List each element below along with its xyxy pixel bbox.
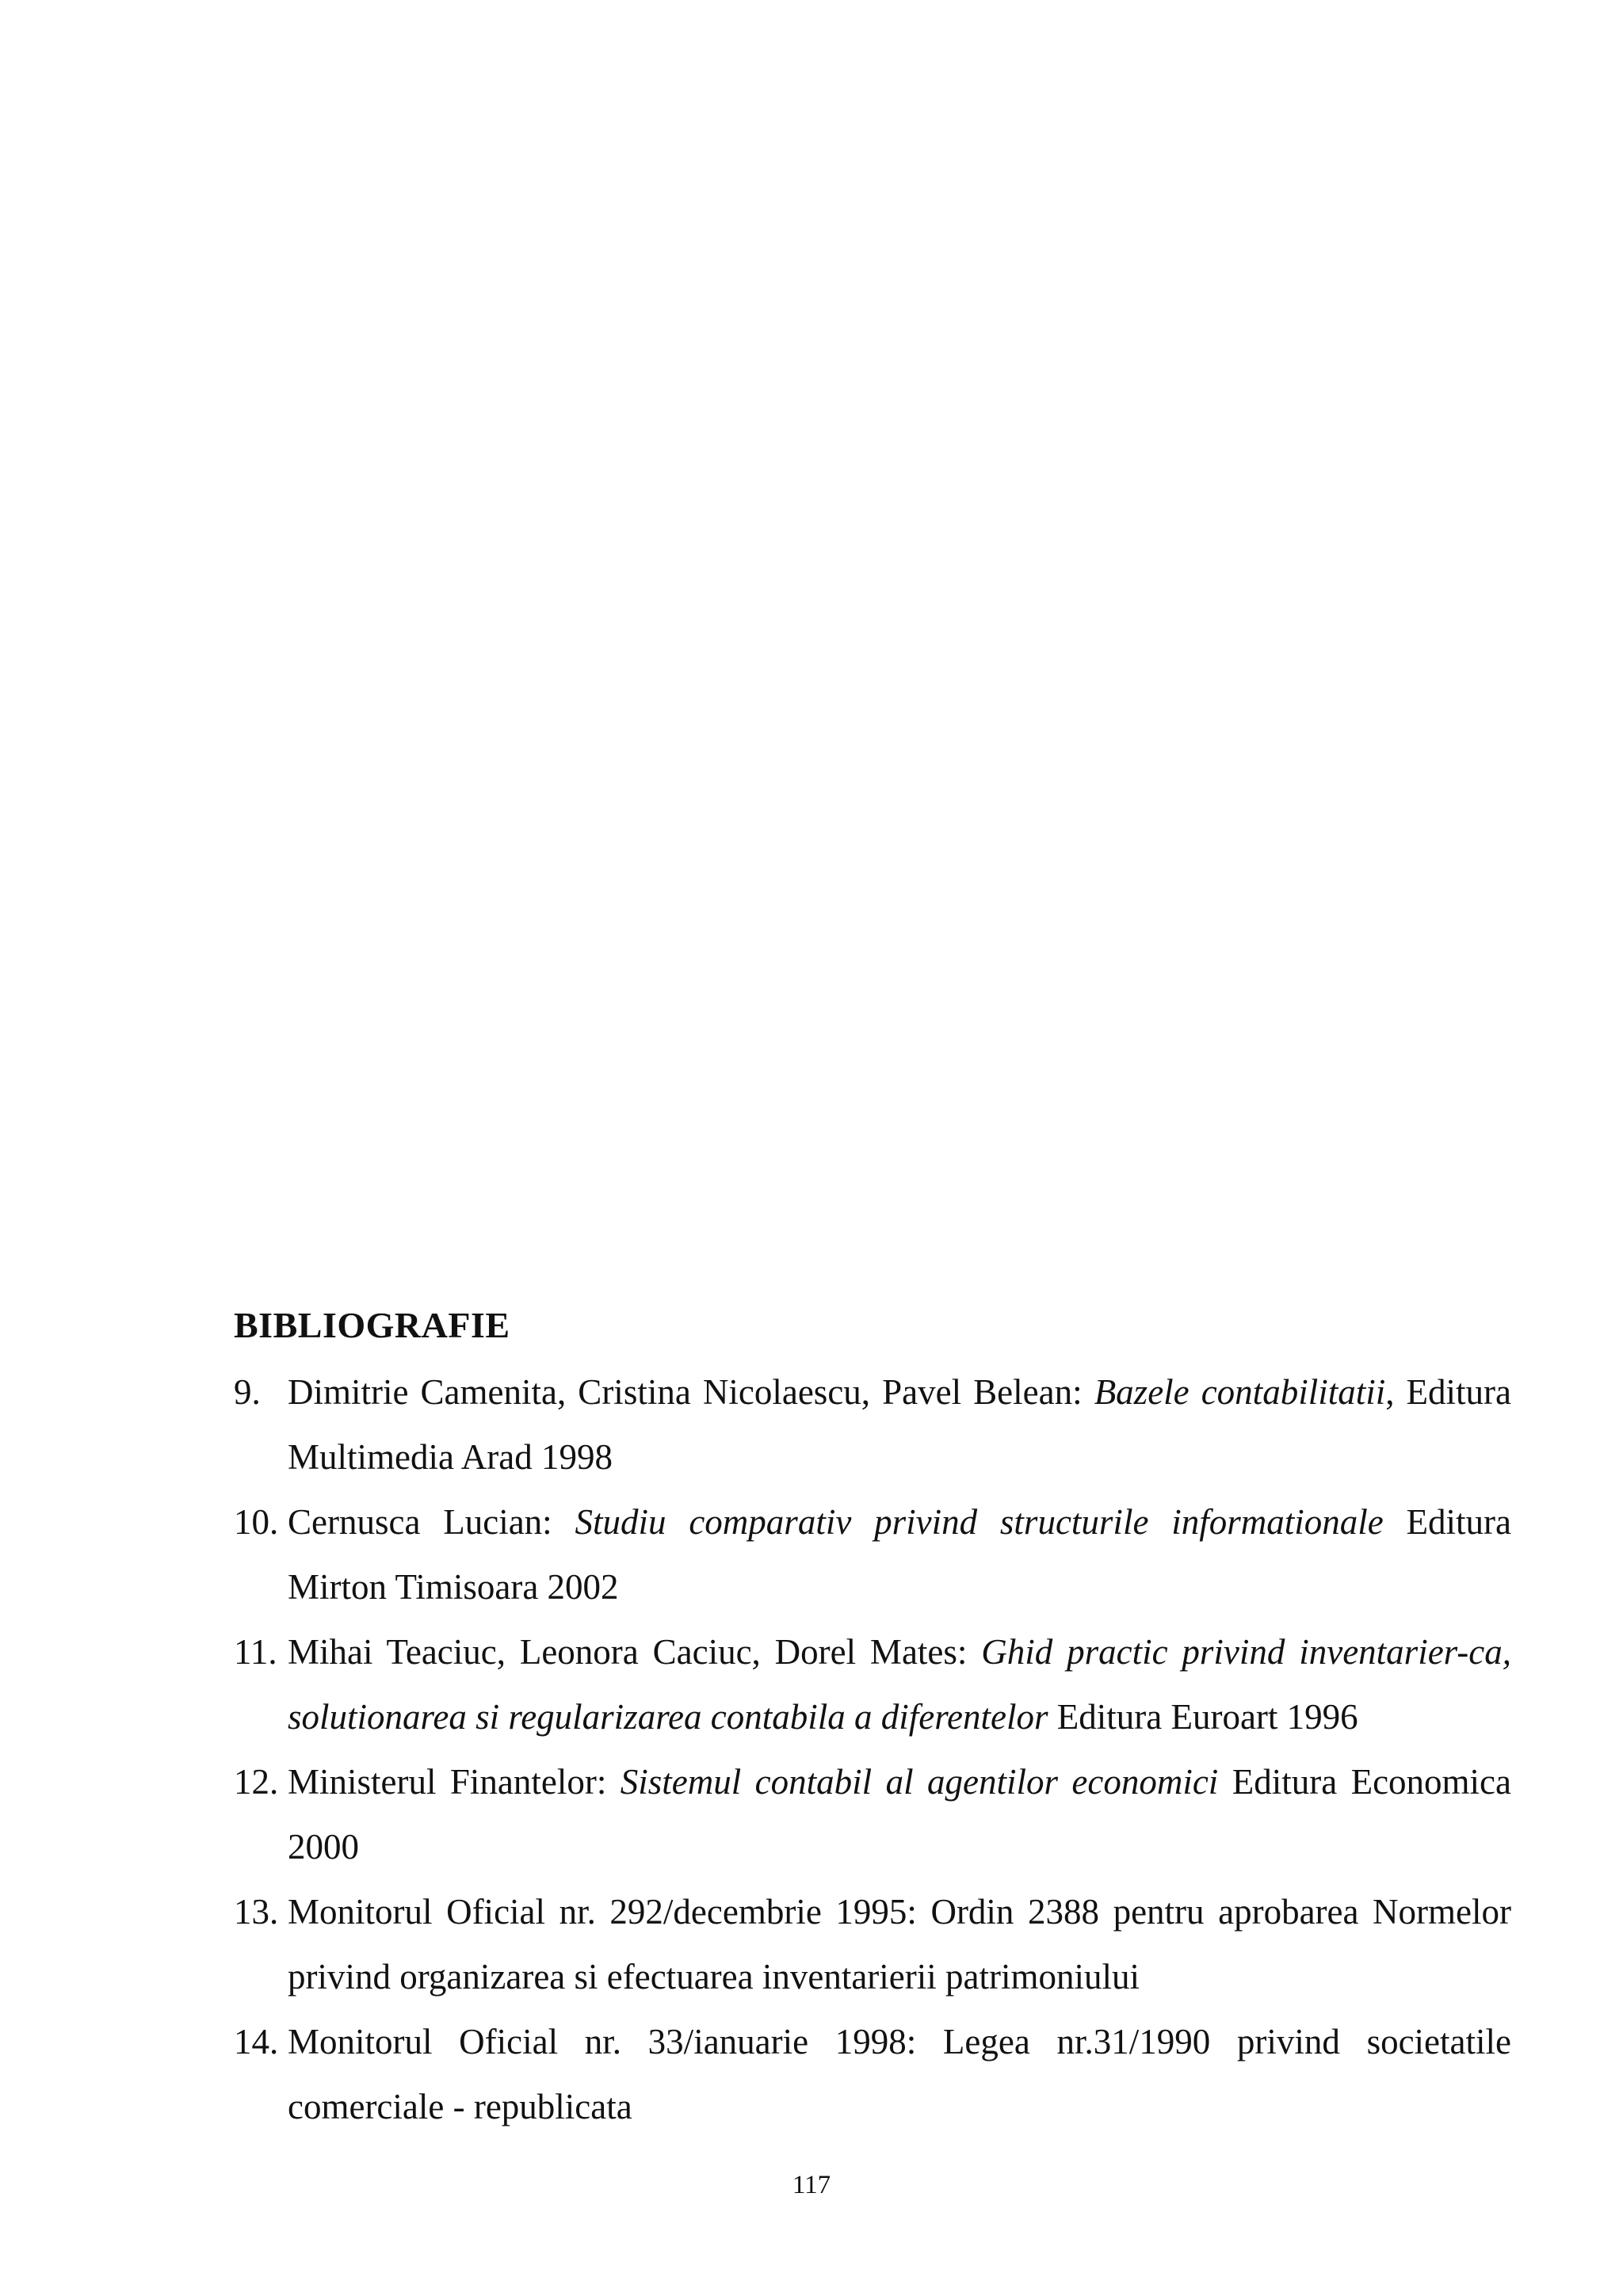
entry-publisher: Editura Mirton Timisoara 2002 xyxy=(288,1502,1512,1607)
entry-title: Bazele contabilitatii xyxy=(1094,1372,1386,1412)
bibliography-entry-9 xyxy=(234,1360,1511,1489)
entry-number: 13. xyxy=(234,1892,279,1932)
bibliography-entry-10 xyxy=(234,1489,1511,1619)
bibliography-heading: BIBLIOGRAFIE xyxy=(234,1305,510,1345)
entry-publisher: Editura Economica 2000 xyxy=(288,1762,1511,1867)
bibliography-entry-11 xyxy=(234,1619,1511,1749)
entry-number: 11. xyxy=(234,1632,277,1672)
bibliography-list xyxy=(234,1360,1511,2139)
entry-title: Ghid practic privind inventarier-ca, solutionarea si regularizarea contabila a diferentelor xyxy=(288,1632,1511,1737)
entry-publisher: Editura Euroart 1996 xyxy=(1048,1697,1358,1737)
entry-text: Monitorul Oficial nr. 292/decembrie 1995: Ordin 2388 pentru aprobarea Normelor privind organizarea si efectuarea inventarierii patrimoniului xyxy=(288,1892,1511,1997)
bibliography-entry-14 xyxy=(234,2009,1511,2139)
entry-title: Sistemul contabil al agentilor economici xyxy=(620,1762,1219,1802)
entry-authors: Cernusca Lucian: xyxy=(288,1502,575,1542)
bibliography-entry-13 xyxy=(234,1879,1511,2009)
entry-number: 12. xyxy=(234,1762,279,1802)
entry-title: Studiu comparativ privind structurile informationale xyxy=(575,1502,1384,1542)
page-number: 117 xyxy=(792,2171,831,2199)
entry-authors: Mihai Teaciuc, Leonora Caciuc, Dorel Mates: xyxy=(288,1632,982,1672)
entry-number: 14. xyxy=(234,2022,279,2061)
entry-number: 9. xyxy=(234,1372,261,1412)
entry-text: Monitorul Oficial nr. 33/ianuarie 1998: Legea nr.31/1990 privind societatile comerciale - republicata xyxy=(288,2022,1511,2126)
entry-authors: Ministerul Finantelor: xyxy=(288,1762,621,1802)
bibliography-entry-12 xyxy=(234,1749,1511,1879)
entry-publisher: , Editura Multimedia Arad 1998 xyxy=(288,1372,1511,1477)
entry-number: 10. xyxy=(234,1502,279,1542)
entry-authors: Dimitrie Camenita, Cristina Nicolaescu, Pavel Belean: xyxy=(288,1372,1094,1412)
